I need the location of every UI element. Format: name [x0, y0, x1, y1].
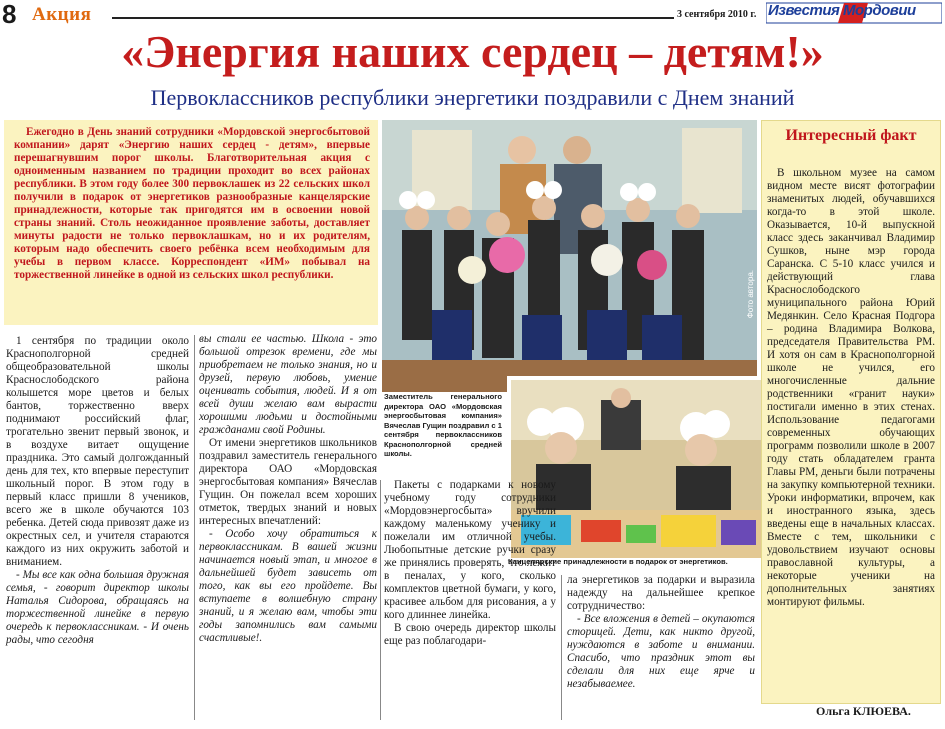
logo-text: Известия Мордовии [768, 2, 916, 19]
column-4 [567, 574, 755, 691]
header-rule [112, 17, 674, 19]
article-title: «Энергия наших сердец – детям!» [121, 26, 824, 77]
group-photo [382, 120, 757, 392]
col1-paragraph: 1 сентября по традиции около Краснополгорной средней общеобразовательной школы Краснослободского района колышется море цветов и белых бантов, торжественно вверх поднимают российский флаг, трогательно звенит первый звонок, и в воздухе витает ощущение праздника. Это самый долгожданный день для тех, кто впервые переступит школьный порог. В этом году в первый класс пришли 8 учеников, всего же в школе обучаются 103 ребенка. Детей сюда привозят даже из окрестных сел, и учителя стараются каждого из них окружить заботой и вниманием. [6, 335, 189, 568]
article-subtitle: Первоклассников республики энергетики поздравили с Днем знаний [150, 85, 795, 110]
photo2-caption: Канцелярские принадлежности в подарок от энергетиков. [508, 557, 728, 566]
col1-quote-text: - Мы все как одна большая дружная семья, - говорит директор школы Наталья Сидорова, обращаясь на торжественной линейке в первую очередь к первоклассникам. - И очень рады, что сегодня [6, 569, 189, 646]
col4-paragraph: ла энергетиков за подарки и выразила надежду на дальнейшее крепкое сотрудничество: [567, 574, 755, 612]
column-2 [199, 333, 377, 645]
lead-box [4, 120, 378, 325]
column-divider [380, 480, 381, 720]
col2-quote-2-text: - Особо хочу обратиться к первоклассникам. В вашей жизни начинается новый этап, и многое в дальнейшей будет зависеть от того, как вы его пройдете. Вы вступаете в волшебную страну знаний, и я желаю вам, чтобы эти годы запомнились вам самыми счастливые!. [199, 528, 377, 644]
page-number: 8 [2, 0, 17, 29]
column-divider [194, 335, 195, 720]
col2-quote [199, 333, 377, 437]
sidebar-title: Интересный факт [785, 127, 917, 144]
col4-quote-text: - Все вложения в детей – окупаются сторицей. Дети, как никто другой, нуждаются в заботе и внимании. Спасибо, что праздник этот вы сделали для них еще ярче и незабываемее. [567, 613, 755, 690]
col3-paragraph: Пакеты с подарками к новому учебному году сотрудники «Мордовэнергосбыта» вручили каждому маленькому ученику и пожелали им отличной учебы. Любопытные детские ручки сразу же принялись проверять, что лежит в пеналах, у кого, сколько комплектов цветной бумаги, у кого, красивее альбом для рисования, а у кого длиннее линейка. [384, 479, 556, 621]
section-label: Акция [32, 4, 92, 25]
col2-quote-2 [199, 528, 377, 645]
photo1-caption: Заместитель генерального директора ОАО «Мордовская энергосбытовая компания» Вячеслав Гущин поздравил с 1 сентября первоклассников Краснополгорной средней школы. [384, 392, 502, 458]
column-3 [384, 479, 556, 648]
photo-credit: Фото автора. [746, 270, 755, 319]
sidebar-text: В школьном музее на самом видном месте висят фотографии знаменитых людей, обучавшихся когда-то в этой школе. Оказывается, 10-й выпускной класс здесь заканчивал Владимир Сушков, ныне мэр города Саранска. С 5-10 класс учился и действующий глава Краснослободского муниципального района Юрий Медянкин. Село Красная Подгора – родина Владимира Волкова, председателя Правительства РМ. И хотя он сам в Краснополгорной школе не учился, его многочисленные дальние родственники «гранит науки» постигали именно в этих стенах. Использование педагогами современных обучающих программ позволили школе в 2007 году стать обладателем гранта Главы РМ, деньги были потрачены на закупку компьютерной техники. Уроки информатики, впрочем, как и иностранного языка, здесь введены еще в начальных классах. Вместе с тем, школьники с удовольствием изучают основы православной культуры, а некоторые ученики на дополнительных занятиях монтируют фильмы. [767, 167, 935, 608]
newspaper-logo [766, 0, 942, 26]
col2-paragraph: От имени энергетиков школьников поздравил заместитель генерального директора ОАО «Мордовская энергосбытовая компания» Вячеслав Гущин. Он пожелал всем хороших отметок, твердых знаний и новых интересных впечатлений: [199, 437, 377, 527]
group-photo-image [382, 120, 757, 392]
sidebar-fact-box [761, 120, 941, 704]
col3-paragraph-2: В свою очередь директор школы еще раз поблагодари- [384, 622, 556, 647]
col4-quote [567, 613, 755, 691]
issue-date: 3 сентября 2010 г. [677, 9, 757, 20]
author-name: Ольга КЛЮЕВА. [816, 704, 911, 718]
col1-quote [6, 569, 189, 647]
col2-quote-text: вы стали ее частью. Школа - это большой отрезок времени, где мы приобретаем не только знания, но и друзей, первую любовь, умение оценивать события, людей. И я от всей души желаю вам вырасти хорошими людьми и достойными гражданами свой Родины. [199, 333, 377, 436]
column-divider [561, 575, 562, 720]
lead-text: Ежегодно в День знаний сотрудники «Мордовской энергосбытовой компании» дарят «Энергию наших сердец - детям», впервые перешагнувшим порог школы. Благотворительная акция с одноименным названием по традиции проходит во всех районах республики. В этом году более 300 первоклашек из 22 сельских школ получили в подарок от энергетиков разнообразные канцелярские принадлежности, которые так пригодятся им в освоении новой страны знаний. Столь неожиданное проявление заботы, доставляет минуты радости не только первоклашкам, но и их родителям, которым надо обеспечить своего ребёнка всем необходимым для учебы в первом классе. Корреспондент «ИМ» побывал на торжественной линейке в одной из сельских школ республики. [14, 126, 370, 281]
column-1 [6, 335, 189, 647]
